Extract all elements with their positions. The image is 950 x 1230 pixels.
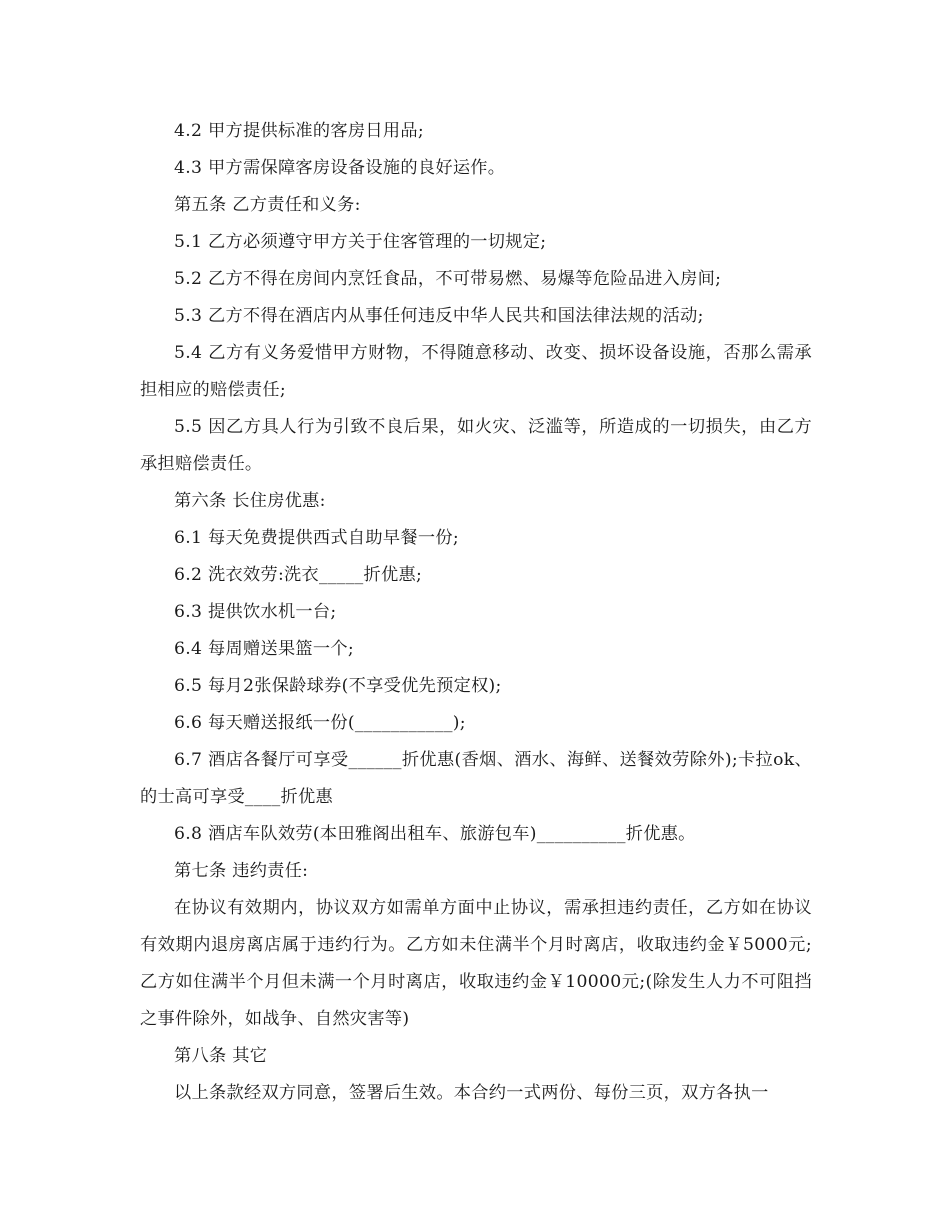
clause-5-5: 5.5 因乙方具人行为引致不良后果，如火灾、泛滥等，所造成的一切损失，由乙方承担赔偿责任。: [140, 417, 812, 474]
clause-4-3: 4.3 甲方需保障客房设备设施的良好运作。: [174, 158, 506, 178]
article-8-body: 以上条款经双方同意，签署后生效。本合约一式两份、每份三页，双方各执一: [174, 1083, 769, 1103]
clause-5-1: 5.1 乙方必须遵守甲方关于住客管理的一切规定;: [174, 232, 547, 252]
clause-6-3: 6.3 提供饮水机一台;: [174, 602, 337, 622]
article-5-heading: 第五条 乙方责任和义务:: [174, 195, 361, 215]
clause-6-6: 6.6 每天赠送报纸一份(___________);: [174, 713, 466, 733]
clause-6-1: 6.1 每天免费提供西式自助早餐一份;: [174, 528, 459, 548]
clause-6-5: 6.5 每月2张保龄球券(不享受优先预定权);: [174, 676, 502, 696]
article-8-heading: 第八条 其它: [174, 1046, 268, 1066]
clause-6-4: 6.4 每周赠送果篮一个;: [174, 639, 354, 659]
article-7-body: 在协议有效期内，协议双方如需单方面中止协议，需承担违约责任，乙方如在协议有效期内退房离店属于违约行为。乙方如未住满半个月时离店，收取违约金￥5000元;乙方如住满半个月但未满一个月时离店，收取违约金￥10000元;(除发生人力不可阻挡之事件除外，如战争、自然灾害等): [140, 898, 812, 1029]
clause-5-3: 5.3 乙方不得在酒店内从事任何违反中华人民共和国法律法规的活动;: [174, 306, 704, 326]
clause-4-2: 4.2 甲方提供标准的客房日用品;: [174, 121, 424, 141]
article-6-heading: 第六条 长住房优惠:: [174, 491, 326, 511]
clause-5-2: 5.2 乙方不得在房间内烹饪食品，不可带易燃、易爆等危险品进入房间;: [174, 269, 722, 289]
clause-5-4: 5.4 乙方有义务爱惜甲方财物，不得随意移动、改变、损坏设备设施，否那么需承担相应的赔偿责任;: [140, 343, 812, 400]
clause-6-7: 6.7 酒店各餐厅可享受______折优惠(香烟、酒水、海鲜、送餐效劳除外);卡拉ok、的士高可享受____折优惠: [140, 750, 812, 807]
clause-6-8: 6.8 酒店车队效劳(本田雅阁出租车、旅游包车)__________折优惠。: [174, 824, 696, 844]
article-7-heading: 第七条 违约责任:: [174, 861, 309, 881]
document-body: [140, 113, 812, 1112]
clause-6-2: 6.2 洗衣效劳:洗衣_____折优惠;: [174, 565, 423, 585]
